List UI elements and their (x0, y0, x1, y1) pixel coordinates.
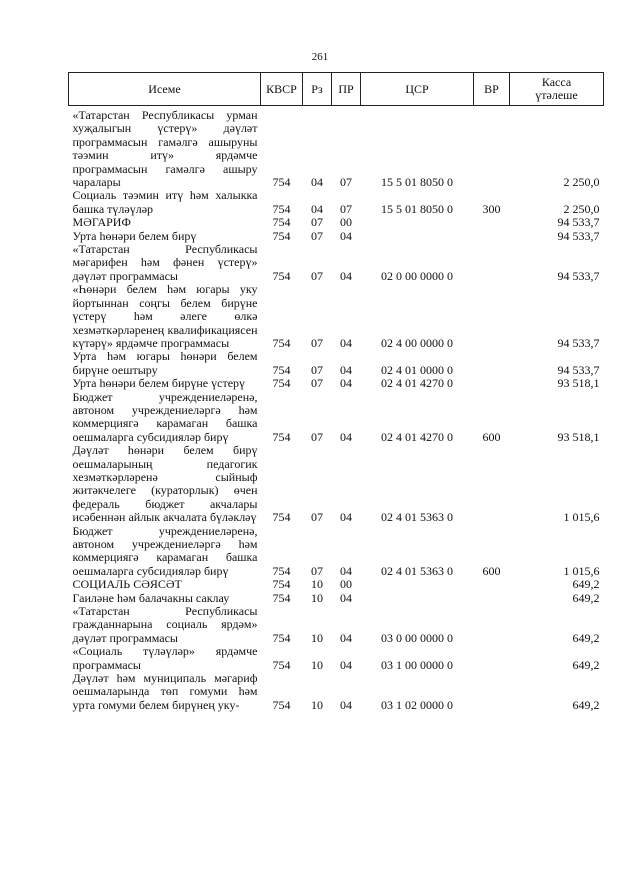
row-pr: 04 (340, 697, 352, 712)
row-csr: 02 4 00 0000 0 (381, 335, 453, 350)
table-row (69, 283, 604, 350)
row-amount: 1 015,6 (563, 510, 600, 525)
row-kvsr: 754 (272, 697, 291, 712)
row-rz: 07 (311, 228, 323, 243)
page-number: 261 (311, 51, 329, 63)
row-pr: 04 (340, 335, 352, 350)
row-csr: 02 4 01 5363 0 (381, 563, 453, 578)
row-rz: 10 (311, 590, 323, 605)
row-amount: 649,2 (572, 577, 600, 592)
row-vr (474, 592, 510, 605)
row-csr: 02 4 01 5363 0 (381, 510, 453, 525)
table-row (69, 672, 604, 712)
row-amount: 94 533,7 (557, 335, 600, 350)
row-amount: 649,2 (572, 630, 600, 645)
row-name: «Һөнәри белем һәм югары уку йортыннан соңгы белем бирүне үстерү һәм әлеге өлкә хезмәткәрләренең квалификациясен күтәрү» ярдәмче программасы (72, 282, 258, 350)
table-row (69, 216, 604, 229)
row-kvsr: 754 (272, 228, 291, 243)
row-rz: 07 (311, 362, 323, 377)
row-kvsr: 754 (272, 175, 291, 190)
row-name: Бюджет учреждениеләренә, автоном учреждениеләргә һәм коммерциягә карамаган башка оешмаларга субсидияләр бирү (72, 523, 258, 578)
row-pr: 07 (340, 175, 352, 190)
row-amount: 94 533,7 (557, 215, 600, 230)
table-header (69, 73, 604, 106)
row-pr: 00 (340, 577, 352, 592)
row-name: Дәүләт һөнәри белем бирү оешмаларының педагогик хезмәткәрләренә сыйныф житәкчелеге (кураторлык) өчен федераль бюджет акчалары исәбеннән айлык акчалата бүләкләү (72, 443, 258, 525)
row-pr: 04 (340, 630, 352, 645)
budget-table (68, 72, 604, 712)
table-row (69, 243, 604, 283)
table-row (69, 377, 604, 390)
row-amount: 94 533,7 (557, 268, 600, 283)
row-rz: 07 (311, 510, 323, 525)
row-kvsr: 754 (272, 563, 291, 578)
row-name: Урта һөнәри белем бирү (72, 228, 197, 243)
header-pr: ПР (332, 73, 361, 106)
row-csr: 15 5 01 8050 0 (381, 201, 453, 216)
row-vr: 600 (482, 429, 501, 444)
row-csr (361, 592, 474, 605)
row-pr: 04 (340, 657, 352, 672)
row-vr (474, 230, 510, 243)
row-pr: 04 (340, 228, 352, 243)
row-vr (474, 216, 510, 229)
row-rz: 07 (311, 335, 323, 350)
row-rz: 04 (311, 201, 323, 216)
row-kvsr: 754 (272, 657, 291, 672)
row-name: «Социаль түләүләр» ярдәмче программасы (72, 644, 258, 672)
row-vr (474, 578, 510, 591)
row-rz: 07 (311, 563, 323, 578)
row-csr: 02 4 01 4270 0 (381, 429, 453, 444)
row-name: Дәүләт һәм муниципаль мәгариф оешмаларында төп гомуми һәм урта гомуми белем бирүнең уку- (72, 671, 258, 712)
row-amount: 649,2 (572, 697, 600, 712)
row-kvsr: 754 (272, 429, 291, 444)
row-rz: 07 (311, 376, 323, 391)
row-pr: 04 (340, 376, 352, 391)
table-row (69, 189, 604, 216)
row-kvsr: 754 (272, 577, 291, 592)
row-csr: 02 0 00 0000 0 (381, 268, 453, 283)
table-row (69, 645, 604, 672)
row-pr: 04 (340, 429, 352, 444)
row-vr (474, 444, 510, 524)
row-pr: 07 (340, 201, 352, 216)
row-vr (474, 605, 510, 645)
header-kvsr: КВСР (261, 73, 303, 106)
row-vr: 600 (482, 563, 501, 578)
row-kvsr: 754 (272, 630, 291, 645)
row-csr (361, 230, 474, 243)
row-vr (474, 243, 510, 283)
row-rz: 10 (311, 697, 323, 712)
row-rz: 04 (311, 175, 323, 190)
row-name: «Татарстан Республикасы гражданнарына социаль ярдәм» дәүләт программасы (72, 604, 258, 645)
table-row (69, 230, 604, 243)
row-kvsr: 754 (272, 215, 291, 230)
row-name: Урта һәм югары һөнәри белем бирүне оештыру (72, 349, 258, 377)
row-vr (474, 350, 510, 377)
row-amount: 2 250,0 (563, 175, 600, 190)
row-name: Социаль тәэмин итү һәм халыкка башка түләүләр (72, 188, 258, 216)
row-pr: 04 (340, 362, 352, 377)
row-kvsr: 754 (272, 362, 291, 377)
row-rz: 07 (311, 268, 323, 283)
table-row (69, 444, 604, 524)
table-body (69, 106, 604, 713)
table-row (69, 391, 604, 445)
row-amount: 1 015,6 (563, 563, 600, 578)
row-amount: 93 518,1 (557, 376, 600, 391)
row-kvsr: 754 (272, 510, 291, 525)
header-amount-line2: үтәлеше (535, 88, 578, 102)
row-amount: 649,2 (572, 657, 600, 672)
row-csr (361, 216, 474, 229)
row-vr (474, 283, 510, 350)
header-vr: ВР (474, 73, 510, 106)
row-amount: 94 533,7 (557, 362, 600, 377)
row-rz: 10 (311, 630, 323, 645)
row-csr: 03 0 00 0000 0 (381, 630, 453, 645)
header-csr: ЦСР (361, 73, 474, 106)
header-amount (510, 73, 604, 106)
row-pr: 04 (340, 510, 352, 525)
table-row (69, 578, 604, 591)
row-name: «Татарстан Республикасы мәгарифен һәм фәнен үстерү» дәүләт программасы (72, 242, 258, 283)
row-vr: 300 (482, 201, 501, 216)
row-csr: 02 4 01 4270 0 (381, 376, 453, 391)
row-name: Урта һөнәри белем бирүне үстерү (72, 376, 246, 391)
row-csr: 03 1 00 0000 0 (381, 657, 453, 672)
row-csr: 15 5 01 8050 0 (381, 175, 453, 190)
row-pr: 04 (340, 563, 352, 578)
table-row (69, 109, 604, 189)
row-kvsr: 754 (272, 590, 291, 605)
header-rz: Рз (303, 73, 332, 106)
row-amount: 94 533,7 (557, 228, 600, 243)
row-vr (474, 109, 510, 189)
header-name: Исеме (69, 73, 261, 106)
row-rz: 10 (311, 657, 323, 672)
row-name: СОЦИАЛЬ СӘЯСӘТ (72, 577, 182, 592)
row-csr (361, 578, 474, 591)
table-row (69, 592, 604, 605)
row-kvsr: 754 (272, 335, 291, 350)
row-amount: 649,2 (572, 590, 600, 605)
row-kvsr: 754 (272, 376, 291, 391)
row-pr: 04 (340, 268, 352, 283)
row-pr: 04 (340, 590, 352, 605)
row-rz: 07 (311, 215, 323, 230)
row-vr (474, 377, 510, 390)
row-amount: 2 250,0 (563, 201, 600, 216)
row-csr: 03 1 02 0000 0 (381, 697, 453, 712)
table-row (69, 605, 604, 645)
table-row (69, 350, 604, 377)
row-name: Бюджет учреждениеләренә, автоном учреждениеләргә һәм коммерциягә карамаган башка оешмаларга субсидияләр бирү (72, 389, 258, 444)
row-kvsr: 754 (272, 201, 291, 216)
table-row (69, 525, 604, 579)
row-rz: 07 (311, 429, 323, 444)
row-name: «Татарстан Республикасы урман хуҗалыгын үстерү» дәүләт программасын гамәлгә ашыруны тәэмин итү» ярдәмче программасын гамәлгә ашыру чаралары (72, 108, 258, 190)
row-amount: 93 518,1 (557, 429, 600, 444)
row-pr: 00 (340, 215, 352, 230)
row-vr (474, 672, 510, 712)
row-rz: 10 (311, 577, 323, 592)
row-csr: 02 4 01 0000 0 (381, 362, 453, 377)
row-name: Гаиләне һәм балачакны саклау (72, 590, 230, 605)
header-amount-line1: Касса (541, 75, 572, 89)
row-name: МӘГАРИФ (72, 215, 131, 230)
row-vr (474, 645, 510, 672)
row-kvsr: 754 (272, 268, 291, 283)
